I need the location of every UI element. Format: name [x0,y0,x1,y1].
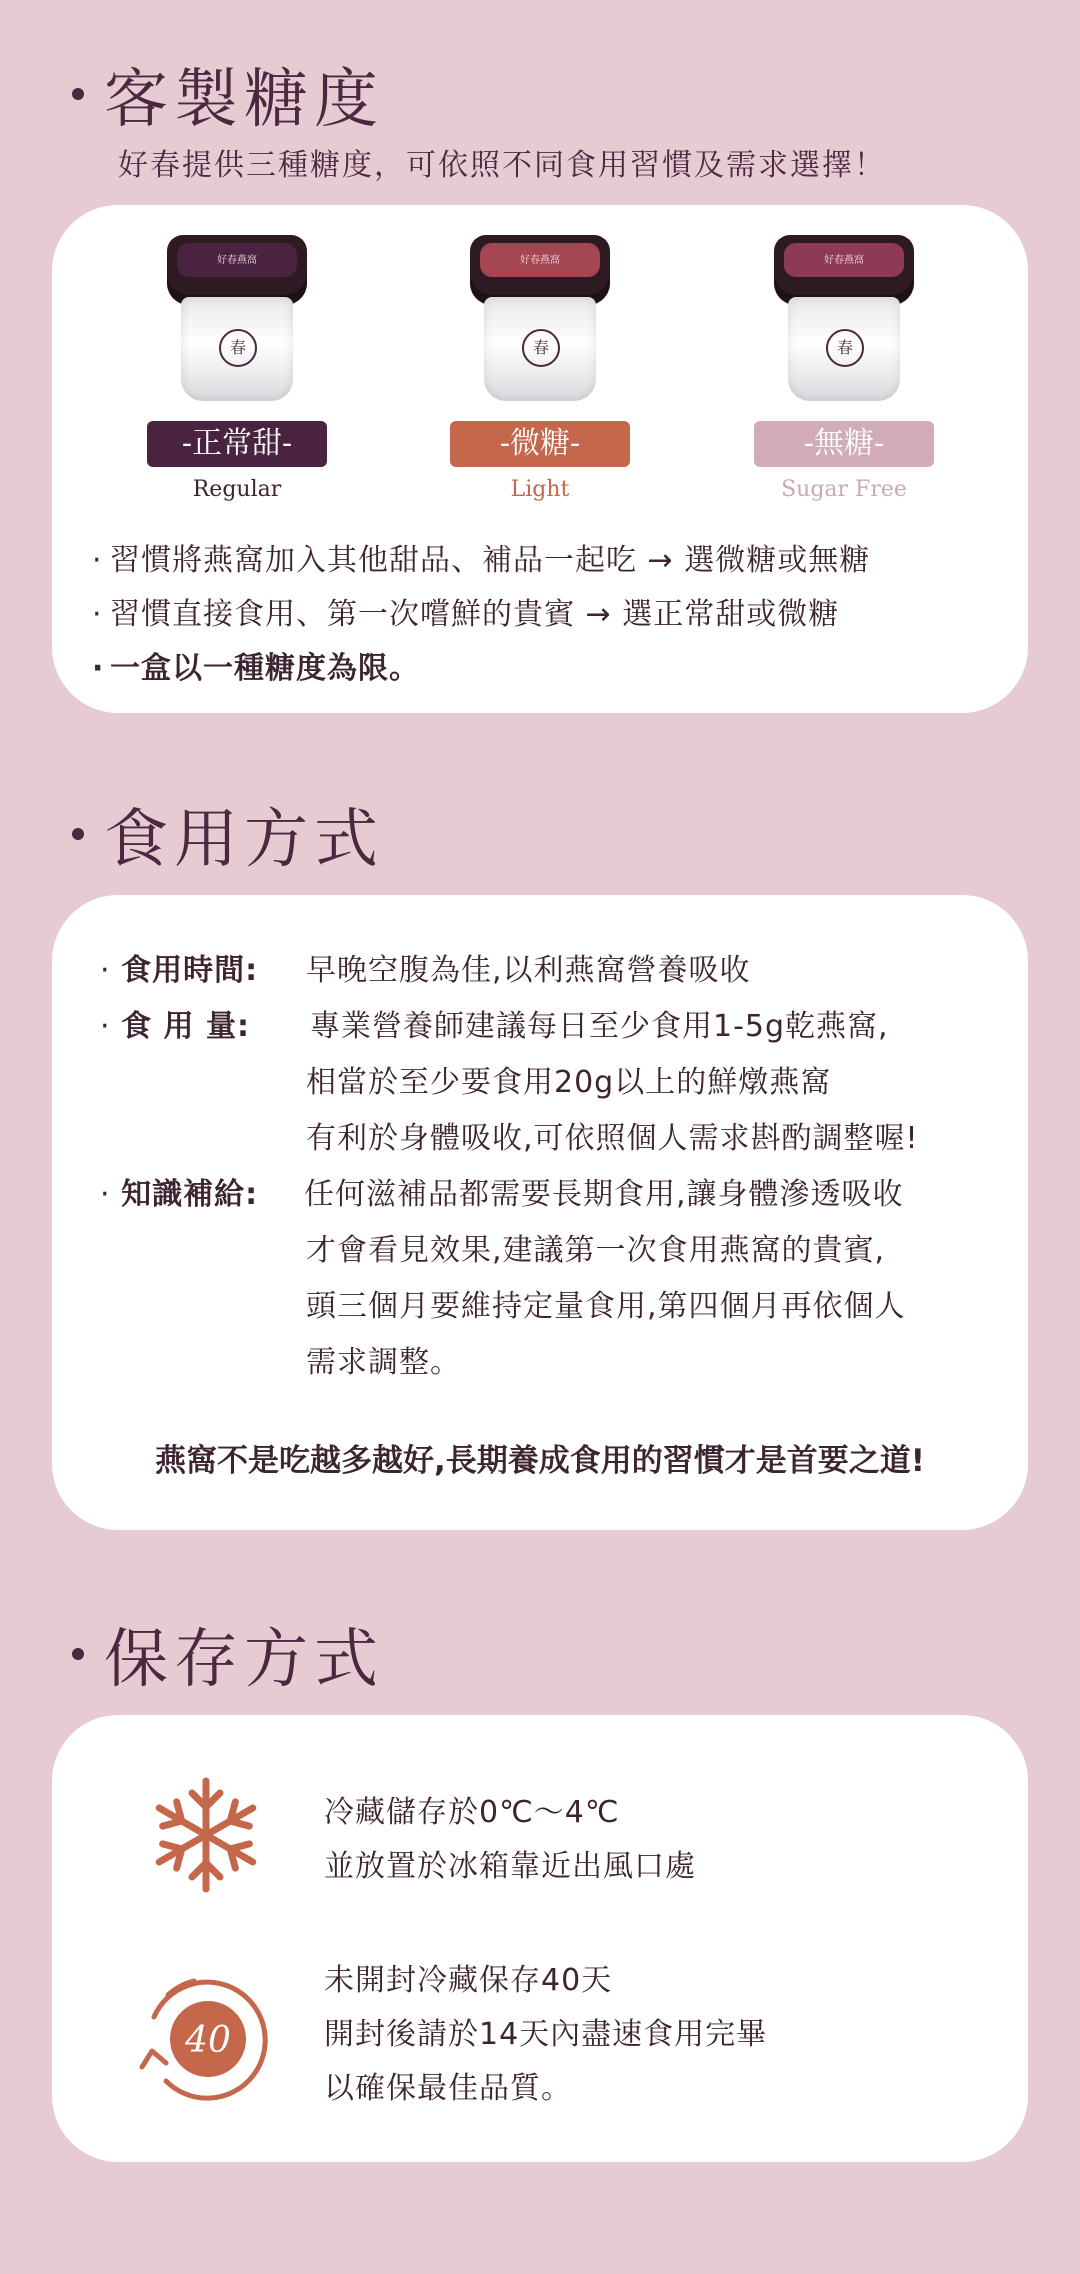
refresh-days-icon [124,1955,284,2115]
storage-section-title [72,1608,384,1700]
usage-knowledge-line-3: 頭三個月要維持定量食用,第四個月再依個人 [306,1289,906,1324]
jar-regular-image: 好春燕窩 春 [163,235,311,403]
title-dot [72,88,84,100]
snowflake-icon [146,1775,266,1895]
option-sugar-free-button[interactable]: -無糖- [754,421,934,467]
sugar-section-title [72,48,384,140]
storage-title-text: 保存方式 [104,1623,384,1697]
sugar-title-text: 客製糖度 [104,63,384,137]
usage-knowledge-line-4: 需求調整。 [306,1345,461,1380]
option-light-button[interactable]: -微糖- [450,421,630,467]
option-regular-button[interactable]: -正常甜- [147,421,327,467]
sugar-subtitle: 好春提供三種糖度，可依照不同食用習慣及需求選擇！ [118,148,886,183]
usage-amount-line-2: 相當於至少要食用20g以上的鮮燉燕窩 [306,1065,832,1100]
usage-knowledge-row: · 知識補給: [100,1177,259,1212]
usage-amount-row: · 食 用 量: [100,1009,250,1044]
storage-cold-line-1: 冷藏儲存於0℃～4℃ [324,1795,620,1830]
usage-title-text: 食用方式 [104,803,384,877]
sugar-card [52,205,1028,713]
usage-time-row: · 食用時間: [100,953,259,988]
option-regular-english: Regular [192,477,282,502]
usage-knowledge-line-1: 任何滋補品都需要長期食用,讓身體滲透吸收 [304,1177,904,1212]
sugar-bullet-1: · 習慣將燕窩加入其他甜品、補品一起吃 → 選微糖或無糖 [92,543,871,578]
title-dot [72,1648,84,1660]
storage-card [52,1715,1028,2162]
storage-days-line-3: 以確保最佳品質。 [324,2071,572,2106]
storage-cold-line-2: 並放置於冰箱靠近出風口處 [324,1849,696,1884]
usage-time-text: 早晚空腹為佳,以利燕窩營養吸收 [306,953,751,988]
option-light-english: Light [510,477,570,502]
usage-closing-text: 燕窩不是吃越多越好,長期養成食用的習慣才是首要之道! [155,1443,925,1479]
usage-card [52,895,1028,1530]
option-sugar-free-english: Sugar Free [781,477,907,502]
storage-days-line-1: 未開封冷藏保存40天 [324,1963,613,1998]
storage-days-line-2: 開封後請於14天內盡速食用完畢 [324,2017,768,2052]
usage-section-title [72,788,384,880]
sugar-bullet-3: · 一盒以一種糖度為限。 [92,651,420,686]
usage-amount-line-1: 專業營養師建議每日至少食用1-5g乾燕窩, [310,1009,889,1044]
days-number: 40 [185,2020,231,2061]
jar-light-image: 好春燕窩 春 [466,235,614,403]
usage-amount-line-3: 有利於身體吸收,可依照個人需求斟酌調整喔! [306,1121,919,1156]
jar-sugar-free-image: 好春燕窩 春 [770,235,918,403]
usage-knowledge-line-2: 才會看見效果,建議第一次食用燕窩的貴賓, [306,1233,886,1268]
title-dot [72,828,84,840]
sugar-bullet-2: · 習慣直接食用、第一次嚐鮮的貴賓 → 選正常甜或微糖 [92,597,840,632]
